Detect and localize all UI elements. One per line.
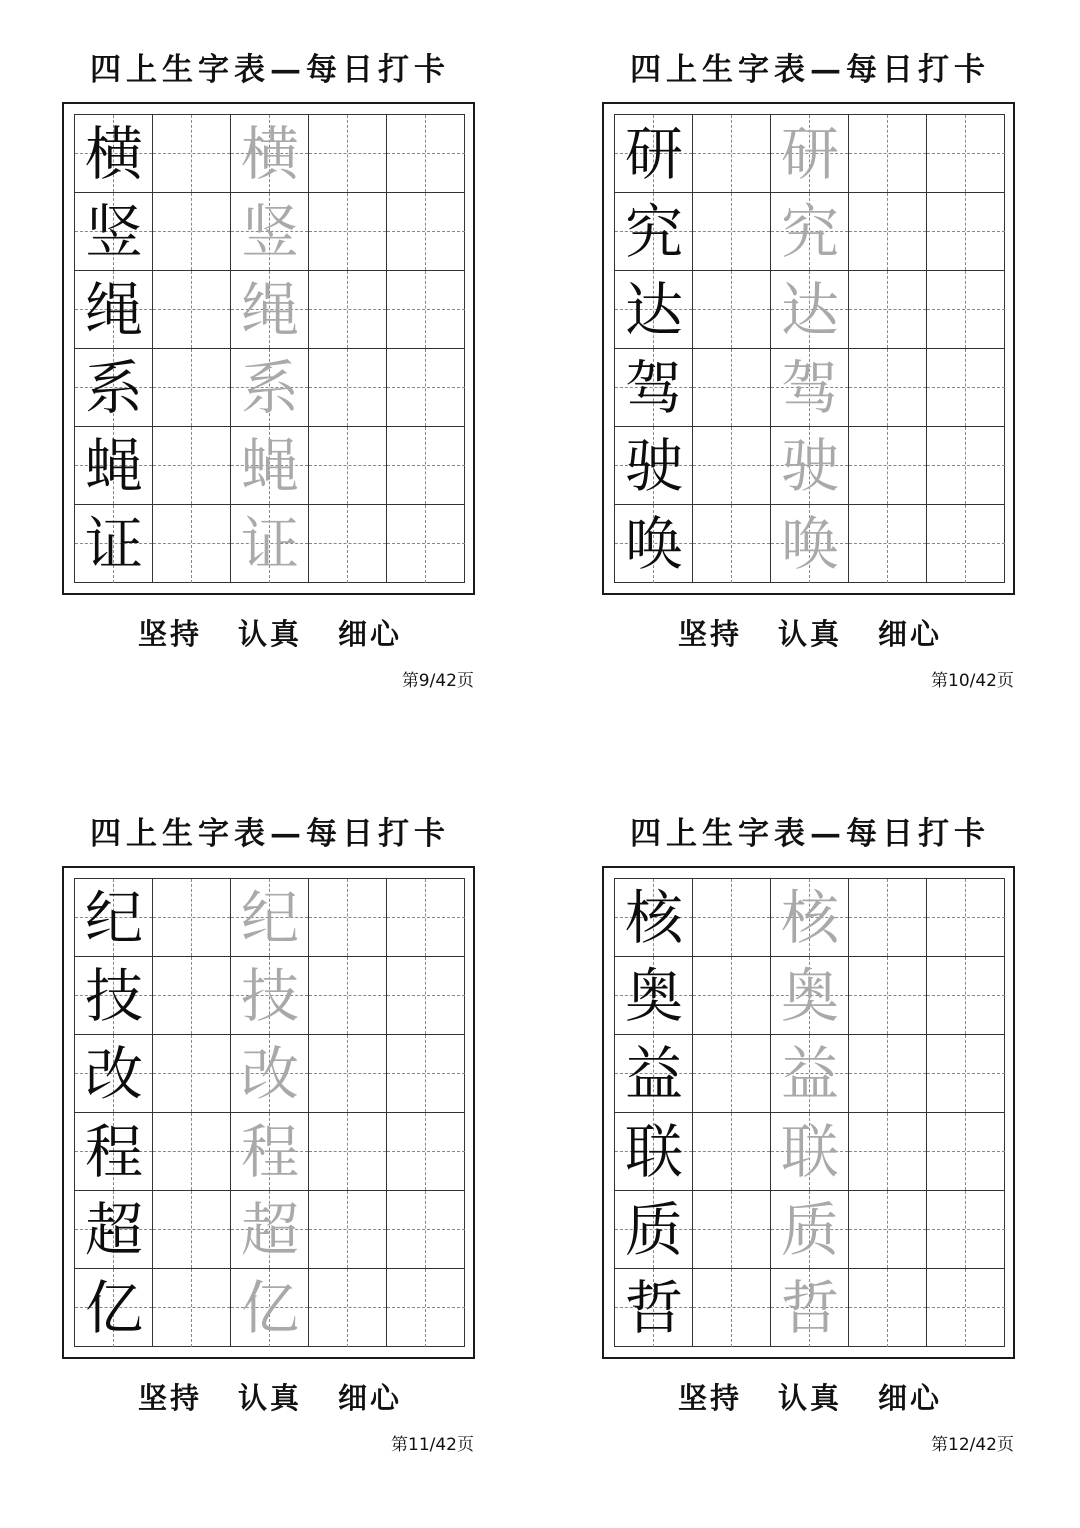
writing-cell[interactable] <box>309 957 387 1035</box>
motto <box>540 612 1080 653</box>
trace-character-cell <box>231 957 309 1035</box>
sheet-title: 四上生字表—每日打卡 <box>630 52 990 88</box>
trace-character-cell <box>231 1269 309 1347</box>
writing-cell[interactable] <box>927 505 1005 583</box>
model-character: 技 <box>84 962 143 1030</box>
writing-cell[interactable] <box>153 1269 231 1347</box>
writing-cell[interactable] <box>153 1191 231 1269</box>
model-character-cell <box>615 1191 693 1269</box>
motto <box>0 1376 540 1417</box>
character-row <box>615 1269 1003 1347</box>
writing-cell[interactable] <box>849 349 927 427</box>
trace-character: 驾 <box>780 354 839 422</box>
writing-cell[interactable] <box>693 1035 771 1113</box>
trace-character-cell <box>771 1191 849 1269</box>
trace-character: 绳 <box>240 276 299 344</box>
model-character: 核 <box>624 884 683 952</box>
writing-cell[interactable] <box>153 1113 231 1191</box>
model-character-cell <box>75 1191 153 1269</box>
writing-cell[interactable] <box>387 193 465 271</box>
writing-cell[interactable] <box>849 1191 927 1269</box>
motto-word: 坚持 <box>677 1381 742 1415</box>
model-character: 哲 <box>624 1274 683 1342</box>
trace-character: 达 <box>780 276 839 344</box>
writing-cell[interactable] <box>387 1269 465 1347</box>
motto-word: 坚持 <box>137 617 202 651</box>
writing-cell[interactable] <box>927 1113 1005 1191</box>
writing-cell[interactable] <box>849 879 927 957</box>
model-character: 驶 <box>624 432 683 500</box>
motto-word: 认真 <box>777 1381 842 1415</box>
trace-character-cell <box>231 349 309 427</box>
practice-sheet <box>0 764 540 1528</box>
model-character: 究 <box>624 198 683 266</box>
writing-cell[interactable] <box>849 957 927 1035</box>
trace-character-cell <box>231 427 309 505</box>
character-row <box>615 1035 1003 1113</box>
writing-cell[interactable] <box>387 349 465 427</box>
grid-frame <box>602 866 1015 1359</box>
writing-cell[interactable] <box>387 957 465 1035</box>
character-row <box>615 427 1003 505</box>
writing-cell[interactable] <box>693 193 771 271</box>
trace-character-cell <box>771 1035 849 1113</box>
character-row <box>75 271 463 349</box>
trace-character-cell <box>231 505 309 583</box>
character-row <box>615 115 1003 193</box>
model-character: 驾 <box>624 354 683 422</box>
trace-character: 奥 <box>780 962 839 1030</box>
trace-character-cell <box>231 1113 309 1191</box>
writing-cell[interactable] <box>849 271 927 349</box>
grid-frame <box>62 866 475 1359</box>
model-character-cell <box>75 271 153 349</box>
page-number: 第10/42页 <box>931 671 1014 691</box>
trace-character-cell <box>231 271 309 349</box>
model-character-cell <box>615 1035 693 1113</box>
trace-character: 改 <box>240 1040 299 1108</box>
writing-cell[interactable] <box>153 1035 231 1113</box>
sheet-title: 四上生字表—每日打卡 <box>630 816 990 852</box>
motto <box>0 612 540 653</box>
motto-word: 细心 <box>878 1381 943 1415</box>
trace-character: 横 <box>240 120 299 188</box>
grid-frame <box>602 102 1015 595</box>
model-character: 亿 <box>84 1274 143 1342</box>
character-row <box>615 1113 1003 1191</box>
writing-cell[interactable] <box>387 1113 465 1191</box>
motto-word: 坚持 <box>677 617 742 651</box>
motto-word: 细心 <box>878 617 943 651</box>
trace-character-cell <box>771 349 849 427</box>
motto-word: 细心 <box>338 1381 403 1415</box>
trace-character-cell <box>231 879 309 957</box>
writing-cell[interactable] <box>693 1269 771 1347</box>
writing-cell[interactable] <box>309 879 387 957</box>
tian-grid <box>74 878 465 1347</box>
character-row <box>75 1191 463 1269</box>
tian-grid <box>614 114 1005 583</box>
writing-cell[interactable] <box>693 115 771 193</box>
writing-cell[interactable] <box>927 879 1005 957</box>
character-row <box>75 879 463 957</box>
motto-word: 认真 <box>237 617 302 651</box>
model-character: 蝇 <box>84 432 143 500</box>
model-character-cell <box>615 957 693 1035</box>
model-character-cell <box>75 505 153 583</box>
writing-cell[interactable] <box>927 115 1005 193</box>
writing-cell[interactable] <box>309 271 387 349</box>
writing-cell[interactable] <box>927 1035 1005 1113</box>
character-row <box>75 957 463 1035</box>
trace-character: 研 <box>780 120 839 188</box>
model-character-cell <box>615 505 693 583</box>
model-character: 唤 <box>624 510 683 578</box>
trace-character: 证 <box>240 510 299 578</box>
model-character: 联 <box>624 1118 683 1186</box>
character-row <box>615 879 1003 957</box>
writing-cell[interactable] <box>309 1035 387 1113</box>
trace-character-cell <box>771 115 849 193</box>
trace-character: 究 <box>780 198 839 266</box>
character-row <box>615 505 1003 583</box>
writing-cell[interactable] <box>927 349 1005 427</box>
model-character: 改 <box>84 1040 143 1108</box>
character-row <box>75 115 463 193</box>
writing-cell[interactable] <box>693 879 771 957</box>
model-character-cell <box>75 1035 153 1113</box>
model-character: 程 <box>84 1118 143 1186</box>
trace-character: 联 <box>780 1118 839 1186</box>
trace-character-cell <box>771 271 849 349</box>
trace-character-cell <box>771 505 849 583</box>
model-character-cell <box>615 271 693 349</box>
writing-cell[interactable] <box>849 427 927 505</box>
trace-character: 唤 <box>780 510 839 578</box>
model-character-cell <box>75 115 153 193</box>
model-character: 系 <box>84 354 143 422</box>
model-character: 纪 <box>84 884 143 952</box>
page-number: 第9/42页 <box>401 671 474 691</box>
model-character-cell <box>75 879 153 957</box>
model-character: 达 <box>624 276 683 344</box>
model-character-cell <box>615 115 693 193</box>
writing-cell[interactable] <box>849 1269 927 1347</box>
trace-character: 技 <box>240 962 299 1030</box>
motto <box>540 1376 1080 1417</box>
writing-cell[interactable] <box>153 957 231 1035</box>
model-character-cell <box>75 1269 153 1347</box>
writing-cell[interactable] <box>927 271 1005 349</box>
model-character-cell <box>615 1113 693 1191</box>
writing-cell[interactable] <box>153 879 231 957</box>
trace-character-cell <box>771 193 849 271</box>
trace-character: 哲 <box>780 1274 839 1342</box>
model-character: 奥 <box>624 962 683 1030</box>
model-character-cell <box>75 957 153 1035</box>
writing-cell[interactable] <box>153 115 231 193</box>
writing-cell[interactable] <box>387 1191 465 1269</box>
character-row <box>615 1191 1003 1269</box>
trace-character: 超 <box>240 1196 299 1264</box>
sheet-title: 四上生字表—每日打卡 <box>90 52 450 88</box>
page-number: 第11/42页 <box>391 1435 474 1455</box>
character-row <box>615 957 1003 1035</box>
character-row <box>75 505 463 583</box>
model-character: 研 <box>624 120 683 188</box>
writing-cell[interactable] <box>387 1035 465 1113</box>
motto-word: 认真 <box>237 1381 302 1415</box>
writing-cell[interactable] <box>927 957 1005 1035</box>
sheet-title: 四上生字表—每日打卡 <box>90 816 450 852</box>
writing-cell[interactable] <box>309 427 387 505</box>
model-character: 竖 <box>84 198 143 266</box>
model-character-cell <box>75 427 153 505</box>
character-row <box>75 1269 463 1347</box>
model-character-cell <box>75 349 153 427</box>
writing-cell[interactable] <box>153 271 231 349</box>
trace-character: 亿 <box>240 1274 299 1342</box>
writing-cell[interactable] <box>927 427 1005 505</box>
character-row <box>75 427 463 505</box>
writing-cell[interactable] <box>927 1269 1005 1347</box>
trace-character: 核 <box>780 884 839 952</box>
motto-word: 认真 <box>777 617 842 651</box>
model-character-cell <box>75 193 153 271</box>
motto-word: 细心 <box>338 617 403 651</box>
practice-sheet <box>540 764 1080 1528</box>
trace-character: 纪 <box>240 884 299 952</box>
character-row <box>615 193 1003 271</box>
writing-cell[interactable] <box>693 349 771 427</box>
writing-cell[interactable] <box>309 1269 387 1347</box>
model-character-cell <box>615 879 693 957</box>
writing-cell[interactable] <box>153 505 231 583</box>
character-row <box>75 193 463 271</box>
writing-cell[interactable] <box>693 271 771 349</box>
grid-frame <box>62 102 475 595</box>
practice-sheet <box>0 0 540 764</box>
model-character: 绳 <box>84 276 143 344</box>
writing-cell[interactable] <box>849 1113 927 1191</box>
motto-word: 坚持 <box>137 1381 202 1415</box>
trace-character-cell <box>771 1269 849 1347</box>
trace-character-cell <box>771 427 849 505</box>
writing-cell[interactable] <box>309 505 387 583</box>
model-character-cell <box>615 427 693 505</box>
tian-grid <box>74 114 465 583</box>
writing-cell[interactable] <box>693 1191 771 1269</box>
model-character: 横 <box>84 120 143 188</box>
trace-character: 程 <box>240 1118 299 1186</box>
character-row <box>75 349 463 427</box>
model-character: 质 <box>624 1196 683 1264</box>
trace-character-cell <box>771 879 849 957</box>
trace-character: 质 <box>780 1196 839 1264</box>
trace-character-cell <box>231 1191 309 1269</box>
practice-sheet <box>540 0 1080 764</box>
writing-cell[interactable] <box>927 1191 1005 1269</box>
writing-cell[interactable] <box>309 1191 387 1269</box>
writing-cell[interactable] <box>849 193 927 271</box>
page-number: 第12/42页 <box>931 1435 1014 1455</box>
model-character: 益 <box>624 1040 683 1108</box>
character-row <box>615 271 1003 349</box>
character-row <box>75 1113 463 1191</box>
model-character-cell <box>75 1113 153 1191</box>
model-character: 超 <box>84 1196 143 1264</box>
character-row <box>75 1035 463 1113</box>
writing-cell[interactable] <box>693 427 771 505</box>
trace-character: 系 <box>240 354 299 422</box>
writing-cell[interactable] <box>309 115 387 193</box>
writing-cell[interactable] <box>387 505 465 583</box>
model-character-cell <box>615 193 693 271</box>
model-character-cell <box>615 349 693 427</box>
trace-character-cell <box>771 1113 849 1191</box>
trace-character-cell <box>771 957 849 1035</box>
writing-cell[interactable] <box>849 1035 927 1113</box>
trace-character: 竖 <box>240 198 299 266</box>
writing-cell[interactable] <box>387 271 465 349</box>
trace-character: 益 <box>780 1040 839 1108</box>
writing-cell[interactable] <box>309 1113 387 1191</box>
trace-character-cell <box>231 1035 309 1113</box>
model-character: 证 <box>84 510 143 578</box>
writing-cell[interactable] <box>387 879 465 957</box>
writing-cell[interactable] <box>153 193 231 271</box>
writing-cell[interactable] <box>387 427 465 505</box>
writing-cell[interactable] <box>693 957 771 1035</box>
trace-character: 驶 <box>780 432 839 500</box>
trace-character: 蝇 <box>240 432 299 500</box>
tian-grid <box>614 878 1005 1347</box>
trace-character-cell <box>231 193 309 271</box>
writing-cell[interactable] <box>309 349 387 427</box>
writing-cell[interactable] <box>849 505 927 583</box>
writing-cell[interactable] <box>153 427 231 505</box>
writing-cell[interactable] <box>153 349 231 427</box>
trace-character-cell <box>231 115 309 193</box>
writing-cell[interactable] <box>693 505 771 583</box>
writing-cell[interactable] <box>309 193 387 271</box>
character-row <box>615 349 1003 427</box>
writing-cell[interactable] <box>927 193 1005 271</box>
model-character-cell <box>615 1269 693 1347</box>
writing-cell[interactable] <box>387 115 465 193</box>
writing-cell[interactable] <box>849 115 927 193</box>
writing-cell[interactable] <box>693 1113 771 1191</box>
